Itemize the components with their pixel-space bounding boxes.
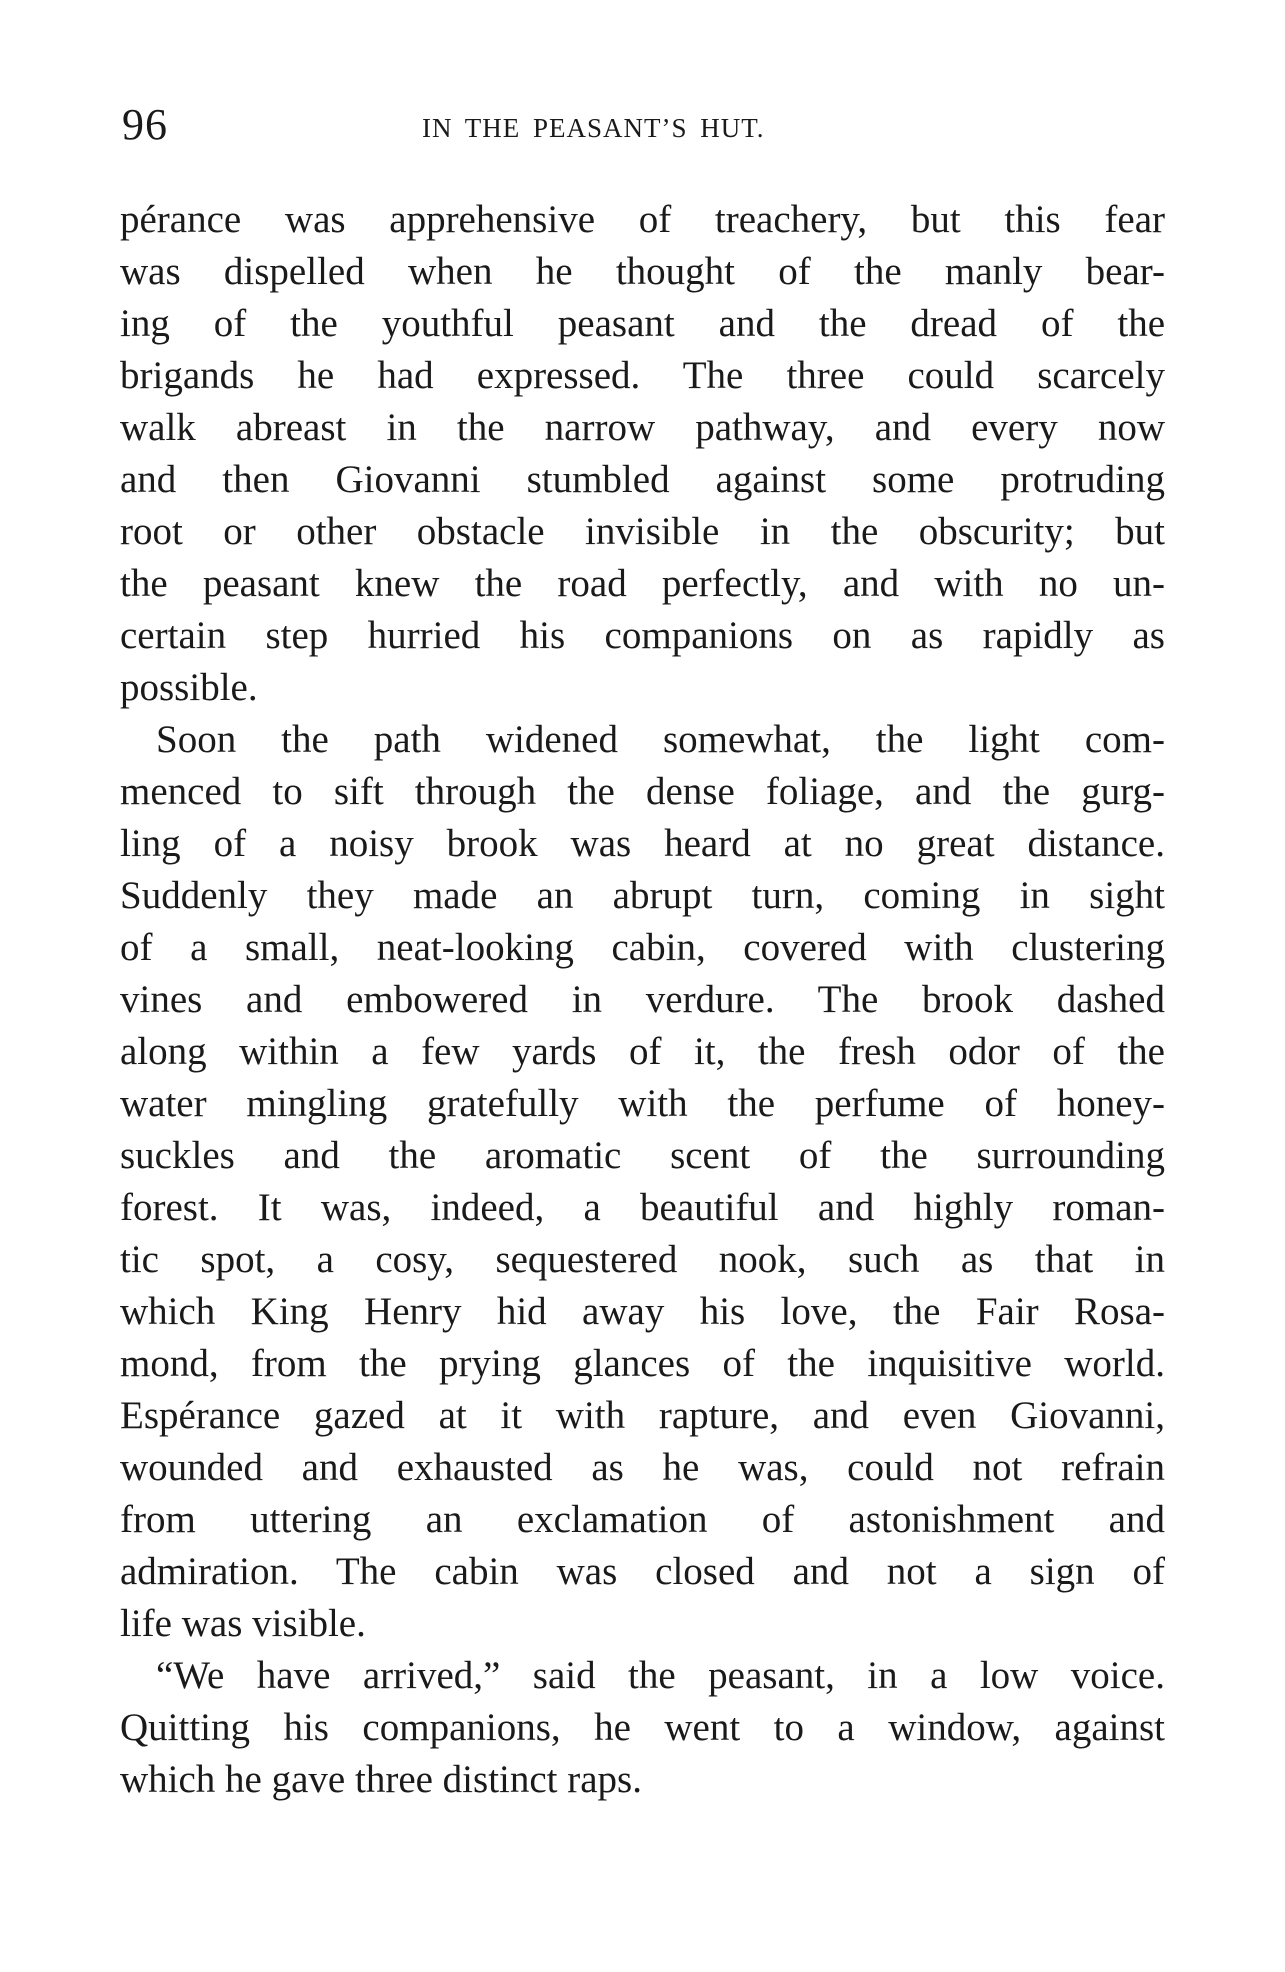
page-number: 96 [122,100,168,149]
text-line: mond, from the prying glances of the inquisitive world. [120,1342,1165,1385]
text-line: pérance was apprehensive of treachery, but this fear [120,198,1165,241]
text-line: of a small, neat-looking cabin, covered with clustering [120,926,1165,969]
text-line: was dispelled when he thought of the manly bear- [120,250,1165,293]
text-line: along within a few yards of it, the fresh odor of the [120,1030,1165,1073]
text-line: forest. It was, indeed, a beautiful and highly roman- [120,1186,1165,1229]
text-line: life was visible. [120,1602,366,1645]
text-line: possible. [120,666,258,709]
running-head: IN THE PEASANT’S HUT. [422,113,765,143]
text-line: Soon the path widened somewhat, the light com- [156,718,1165,761]
text-line: ling of a noisy brook was heard at no great distance. [120,822,1165,865]
text-line: the peasant knew the road perfectly, and with no un- [120,562,1165,605]
body-text [120,194,1165,1806]
text-line: “We have arrived,” said the peasant, in a low voice. [156,1654,1165,1697]
text-line: certain step hurried his companions on as rapidly as [120,614,1165,657]
text-line: suckles and the aromatic scent of the surrounding [120,1134,1165,1177]
text-line: which King Henry hid away his love, the Fair Rosa- [120,1290,1165,1333]
text-line: root or other obstacle invisible in the obscurity; but [120,510,1165,553]
page-header [120,95,1165,155]
text-line: and then Giovanni stumbled against some protruding [120,458,1165,501]
text-line: tic spot, a cosy, sequestered nook, such as that in [120,1238,1165,1281]
text-line: Suddenly they made an abrupt turn, coming in sight [120,874,1165,917]
text-line: brigands he had expressed. The three could scarcely [120,354,1165,397]
text-line: Quitting his companions, he went to a window, against [120,1706,1165,1749]
text-line: wounded and exhausted as he was, could not refrain [120,1446,1165,1489]
text-line: walk abreast in the narrow pathway, and every now [120,406,1165,449]
text-line: admiration. The cabin was closed and not a sign of [120,1550,1165,1593]
text-line: vines and embowered in verdure. The brook dashed [120,978,1165,1021]
text-line: ing of the youthful peasant and the dread of the [120,302,1165,345]
text-line: Espérance gazed at it with rapture, and even Giovanni, [120,1394,1165,1437]
text-line: from uttering an exclamation of astonishment and [120,1498,1165,1541]
text-line: water mingling gratefully with the perfume of honey- [120,1082,1165,1125]
text-line: which he gave three distinct raps. [120,1758,642,1801]
text-line: menced to sift through the dense foliage, and the gurg- [120,770,1165,813]
